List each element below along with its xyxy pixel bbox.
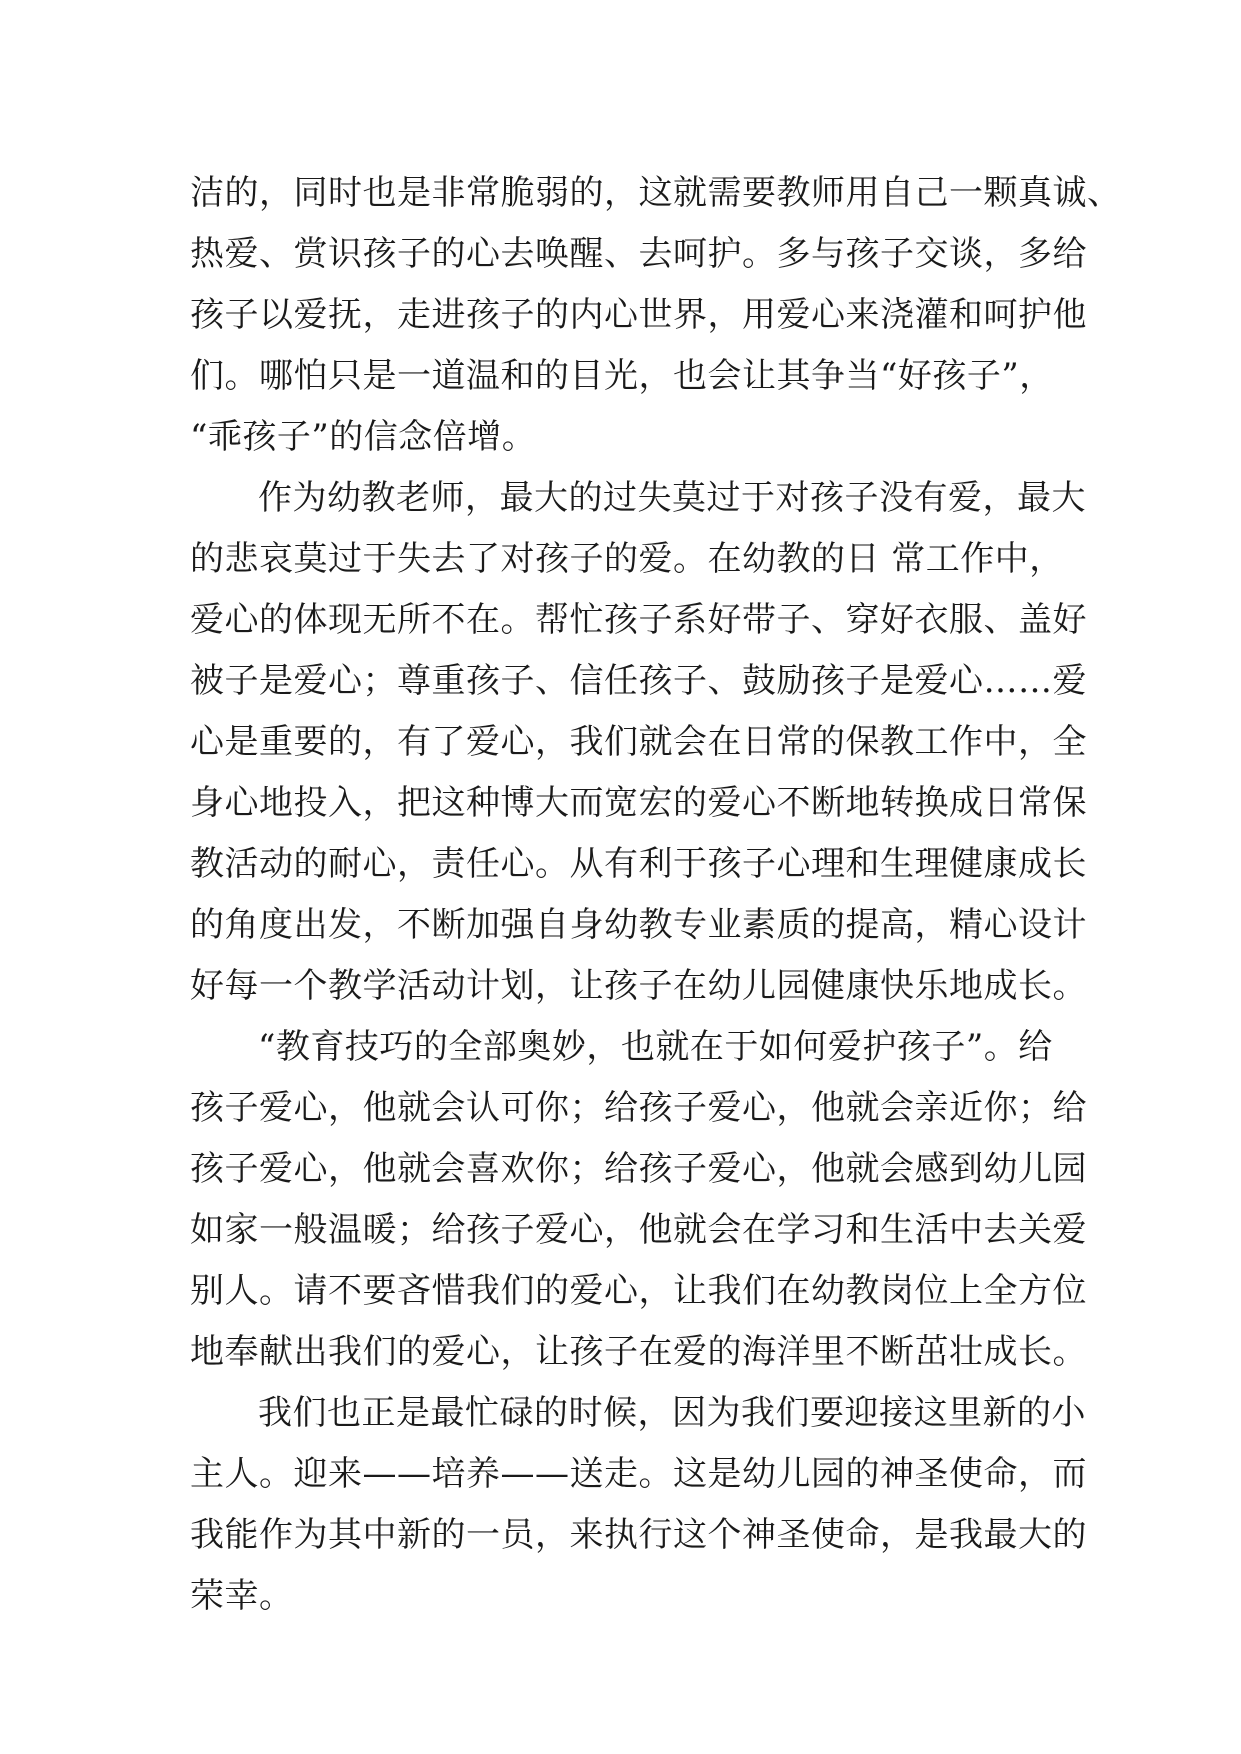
text-line: 的悲哀莫过于失去了对孩子的爱。在幼教的日 常工作中， [190,539,1064,579]
text-line: 孩子以爱抚，走进孩子的内心世界，用爱心来浇灌和呵护他 [190,295,1087,335]
text-line: 热爱、赏识孩子的心去唤醒、去呵护。多与孩子交谈，多给 [190,234,1087,274]
text-line: 爱心的体现无所不在。帮忙孩子系好带子、穿好衣服、盖好 [190,600,1087,640]
text-line: 我们也正是最忙碌的时候，因为我们要迎接这里新的小 [258,1393,1086,1433]
text-line: 洁的，同时也是非常脆弱的，这就需要教师用自己一颗真诚、 [190,173,1122,213]
text-line: 好每一个教学活动计划，让孩子在幼儿园健康快乐地成长。 [190,966,1087,1006]
text-line: “乖孩子”的信念倍增。 [190,417,537,457]
text-line: 别人。请不要吝惜我们的爱心，让我们在幼教岗位上全方位 [190,1271,1087,1311]
text-line: 的角度出发，不断加强自身幼教专业素质的提高，精心设计 [190,905,1087,945]
text-line: 教活动的耐心，责任心。从有利于孩子心理和生理健康成长 [190,844,1087,884]
text-line: 身心地投入，把这种博大而宽宏的爱心不断地转换成日常保 [190,783,1087,823]
text-line: “教育技巧的全部奥妙，也就在于如何爱护孩子”。给 [258,1027,1053,1067]
text-line: 作为幼教老师，最大的过失莫过于对孩子没有爱，最大 [258,478,1086,518]
text-line: 孩子爱心，他就会认可你；给孩子爱心，他就会亲近你；给 [190,1088,1087,1128]
text-line: 我能作为其中新的一员，来执行这个神圣使命，是我最大的 [190,1515,1087,1555]
text-line: 如家一般温暖；给孩子爱心，他就会在学习和生活中去关爱 [190,1210,1087,1250]
text-line: 被子是爱心；尊重孩子、信任孩子、鼓励孩子是爱心……爱 [190,661,1087,701]
text-line: 荣幸。 [190,1576,294,1616]
text-line: 心是重要的，有了爱心，我们就会在日常的保教工作中，全 [190,722,1087,762]
text-line: 孩子爱心，他就会喜欢你；给孩子爱心，他就会感到幼儿园 [190,1149,1087,1189]
body-text [190,163,1122,1627]
text-line: 地奉献出我们的爱心，让孩子在爱的海洋里不断茁壮成长。 [190,1332,1087,1372]
text-line: 主人。迎来——培养——送走。这是幼儿园的神圣使命，而 [190,1454,1087,1494]
text-line: 们。哪怕只是一道温和的目光，也会让其争当“好孩子”， [190,356,1054,396]
